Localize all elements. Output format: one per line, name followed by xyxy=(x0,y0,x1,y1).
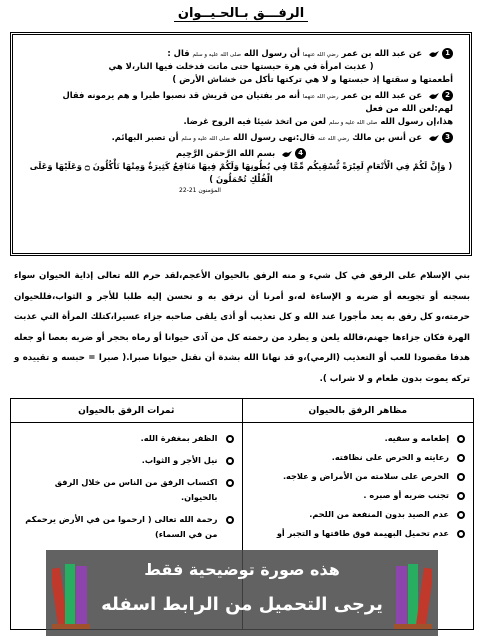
bullet-icon xyxy=(226,457,234,465)
overlay-line-2: يرجى التحميل من الرابط اسفله xyxy=(101,594,383,615)
number-badge: 2 xyxy=(442,90,453,101)
bird-icon xyxy=(428,134,440,142)
hadith-marker xyxy=(428,89,453,102)
bird-icon xyxy=(281,150,293,158)
column-header-manifestations: مظاهر الرفق بالحيوان xyxy=(242,399,474,422)
verse-reference: المؤمنون 21-22 xyxy=(179,187,221,195)
hadith-marker xyxy=(281,147,306,160)
hadith-2-text-2: هذا،إن رسول الله صلى الله عليه و سلم لعن من اتخذ شيئا فيه الروح غرضا. xyxy=(183,116,453,127)
bullet-icon xyxy=(226,516,234,524)
list-item: رحمة الله تعالى ( ارحموا من في الأرض يرحمكم من في السماء) xyxy=(19,512,234,542)
preview-watermark-overlay xyxy=(46,550,438,636)
table-header xyxy=(11,399,473,423)
list-item: عدم الصيد بدون المنفعة من اللحم. xyxy=(251,507,466,522)
list-item: تجنب ضربه أو صبره . xyxy=(251,488,466,503)
number-badge: 4 xyxy=(295,148,306,159)
bullet-icon xyxy=(457,454,465,462)
basmala: بسم الله الرَّحمَن الرَّحِيم xyxy=(175,148,276,159)
list-item: إطعامه و سقيه. xyxy=(251,431,466,446)
hadith-box xyxy=(10,32,472,256)
number-badge: 1 xyxy=(442,48,453,59)
bullet-icon xyxy=(226,435,234,443)
hadith-4 xyxy=(29,147,453,195)
bullet-icon xyxy=(457,511,465,519)
bird-icon xyxy=(428,92,440,100)
list-item: عدم تحميل البهيمة فوق طاقتها و التجبر أو xyxy=(251,526,466,541)
hadith-2: 2 عن عبد الله بن عمر رضي الله عنهما أنه مر بفتيان من قريش قد نصبوا طيرا و هم يرمونه فقال لهم:لعن الله من فعل هذا،إن رسول الله صلى الله عليه و سلم لعن من اتخذ شيئا فيه الروح غرضا. xyxy=(29,89,453,128)
number-badge: 3 xyxy=(442,132,453,143)
bullet-icon xyxy=(226,479,234,487)
hadith-1: 1 عن عبد الله بن عمر رضي الله عنهما أن رسول الله صلى الله عليه و سلم قال : ( عذبت امرأة في هرة حبستها حتى ماتت فدخلت فيها النار،لا هي أطعمتها و سقتها إذ حبستها و لا هي تركتها تأكل من خشاش الأرض ) xyxy=(29,47,453,86)
hadith-1-text-1: ( عذبت امرأة في هرة حبستها حتى ماتت فدخلت فيها النار،لا هي xyxy=(108,61,374,72)
hadith-1-text-2: أطعمتها و سقتها إذ حبستها و لا هي تركتها تأكل من خشاش الأرض ) xyxy=(172,74,453,85)
hadith-marker xyxy=(428,131,453,144)
bullet-icon xyxy=(457,473,465,481)
list-item: رعايته و الحرص على نظافته. xyxy=(251,450,466,465)
column-header-fruits: ثمرات الرفق بالحيوان xyxy=(78,406,175,416)
bullet-icon xyxy=(457,530,465,538)
overlay-line-1: هذه صورة توضيحية فقط xyxy=(144,560,340,579)
list-item: الظفر بمغفرة الله. xyxy=(19,431,234,446)
bird-icon xyxy=(428,50,440,58)
list-item: الحرص على سلامته من الأمراض و علاجه. xyxy=(251,469,466,484)
bullet-icon xyxy=(457,492,465,500)
body-paragraph: بني الإسلام على الرفق في كل شيء و منه الرفق بالحيوان الأعجم،لقد حرم الله تعالى إذاية الحيوان سواء بسجنه أو تجويعه أو ضربه و الإساءة له،و أمرنا أن نرفق به و نحسن إليه طلبا للأجر و الثواب،فللحيوان حرمته،و كل رفق به يعد مأجورا عند الله و كل تعذيب أو أذى يلقى صاحبه جزاء عسيرا،كتلك المرأة التي عذبت الهرة فكان جزاءها جهنم،فالله يلعن و يطرد من رحمته كل من آذى حيوانا أو رماه بحجر أو ضربه بعصا أو جعله هدفا مقصودا للعب أو التعذيب (الرمي)،و قد نهانا الله بشدة أن نقتل حيوانا صبرا.( صبرا = حبسه و تقييده و تركه يموت بدون طعام و لا شراب ). xyxy=(14,271,470,384)
quran-verse: ( وَإِنَّ لَكُمْ فِي الْأَنْعَامِ لَعِبْرَةً نُّسْقِيكُم مِّمَّا فِي بُطُونِهَا وَلَكُمْ فِيهَا مَنَافِعُ كَثِيرَةٌ وَمِنْهَا تَأْكُلُونَ ۝ وَعَلَيْهَا وَعَلَى الْفُلْكِ تُحْمَلُونَ ) xyxy=(29,161,453,185)
list-item: اكتساب الرفق من الناس من خلال الرفق بالحيوان. xyxy=(19,475,234,505)
list-item: نيل الأجر و الثواب. xyxy=(19,453,234,468)
hadith-marker xyxy=(428,47,453,60)
hadith-3: 3 عن أنس بن مالك رضي الله عنه قال:نهى رسول الله صلى الله عليه و سلم أن تصبر البهائم. xyxy=(29,131,453,144)
bullet-icon xyxy=(457,435,465,443)
page-title: الرفـــق بـالحـيــوان xyxy=(0,6,482,21)
